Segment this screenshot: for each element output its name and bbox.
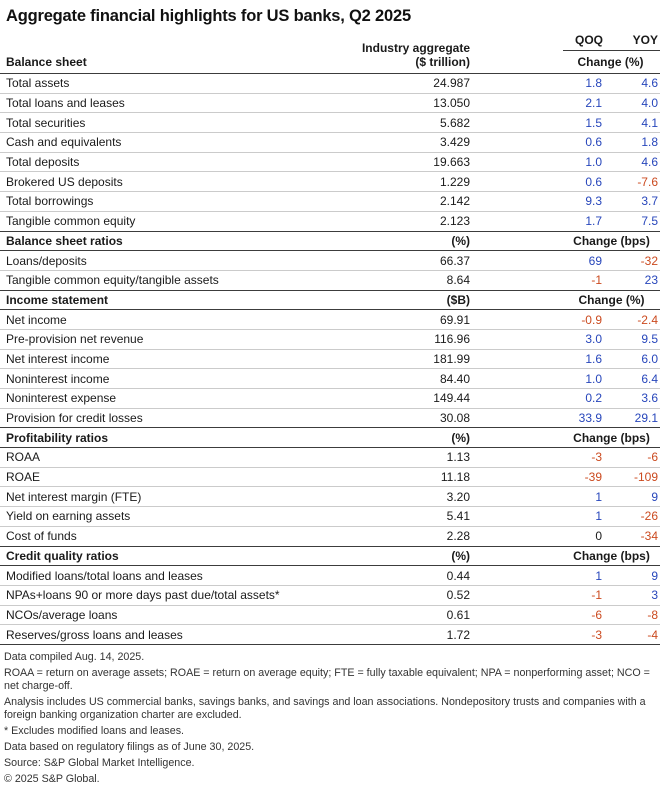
yoy-column-header: YOY: [632, 33, 658, 47]
row-label: Tangible common equity: [0, 211, 355, 231]
table-row: [0, 211, 660, 231]
table-row: [0, 349, 660, 369]
row-yoy-change: 9: [602, 566, 660, 586]
row-yoy-change: -32: [602, 251, 660, 271]
row-yoy-change: 9.5: [602, 329, 660, 349]
row-yoy-change: 29.1: [602, 408, 660, 428]
row-yoy-change: -6: [602, 448, 660, 468]
row-label: Net interest margin (FTE): [0, 487, 355, 507]
row-qoq-change: 0: [470, 526, 602, 546]
header-section-label: Balance sheet: [0, 33, 355, 74]
row-value: 0.44: [355, 566, 470, 586]
row-value: 2.28: [355, 526, 470, 546]
row-qoq-change: -3: [470, 625, 602, 645]
row-value: 69.91: [355, 310, 470, 330]
row-qoq-change: 1: [470, 507, 602, 527]
row-value: 2.123: [355, 211, 470, 231]
row-yoy-change: 4.1: [602, 113, 660, 133]
table-row: [0, 192, 660, 212]
table-header-row: [0, 33, 660, 74]
row-label: ROAA: [0, 448, 355, 468]
row-label: Total deposits: [0, 152, 355, 172]
row-label: Provision for credit losses: [0, 408, 355, 428]
row-yoy-change: 7.5: [602, 211, 660, 231]
row-label: Tangible common equity/tangible assets: [0, 270, 355, 290]
table-row: [0, 251, 660, 271]
row-yoy-change: -4: [602, 625, 660, 645]
table-row: [0, 389, 660, 409]
table-row: [0, 507, 660, 527]
section-header-row: [0, 290, 660, 310]
section-change-cell: [470, 290, 660, 310]
table-row: [0, 526, 660, 546]
row-yoy-change: -8: [602, 605, 660, 625]
footnote-line: Source: S&P Global Market Intelligence.: [4, 756, 195, 769]
table-row: [0, 152, 660, 172]
qoq-column-header: QOQ: [575, 33, 604, 47]
row-qoq-change: 1.7: [470, 211, 602, 231]
section-change-cell: [470, 231, 660, 251]
row-qoq-change: -6: [470, 605, 602, 625]
footnote-line: ROAA = return on average assets; ROAE = return on average equity; FTE = fully taxable equivalent; NPA = nonperforming asset; NCO = net charge-off.: [4, 666, 650, 692]
row-qoq-change: 1: [470, 487, 602, 507]
row-yoy-change: 3.7: [602, 192, 660, 212]
header-unit: [355, 33, 470, 74]
row-value: 11.18: [355, 467, 470, 487]
row-qoq-change: 69: [470, 251, 602, 271]
table-row: [0, 585, 660, 605]
row-value: 19.663: [355, 152, 470, 172]
row-qoq-change: 1.0: [470, 369, 602, 389]
row-qoq-change: -1: [470, 585, 602, 605]
row-qoq-change: 1.5: [470, 113, 602, 133]
row-label: Cash and equivalents: [0, 133, 355, 153]
row-label: Pre-provision net revenue: [0, 329, 355, 349]
footnote-line: * Excludes modified loans and leases.: [4, 724, 185, 737]
qoq-yoy-header: [563, 33, 660, 51]
table-row: [0, 93, 660, 113]
table-row: [0, 487, 660, 507]
row-value: 1.72: [355, 625, 470, 645]
row-label: Noninterest expense: [0, 389, 355, 409]
section-title: Credit quality ratios: [0, 546, 355, 566]
table-row: [0, 270, 660, 290]
table-row: [0, 566, 660, 586]
row-label: ROAE: [0, 467, 355, 487]
row-value: 1.229: [355, 172, 470, 192]
row-yoy-change: -7.6: [602, 172, 660, 192]
section-change-label: Change (bps): [573, 430, 650, 445]
row-label: Loans/deposits: [0, 251, 355, 271]
row-value: 1.13: [355, 448, 470, 468]
row-qoq-change: 0.6: [470, 133, 602, 153]
row-qoq-change: 1.8: [470, 74, 602, 94]
footnote-line: © 2025 S&P Global.: [4, 772, 100, 785]
row-label: Total securities: [0, 113, 355, 133]
table-row: [0, 113, 660, 133]
row-qoq-change: 3.0: [470, 329, 602, 349]
page-title: Aggregate financial highlights for US banks, Q2 2025: [6, 7, 411, 25]
row-label: NPAs+loans 90 or more days past due/total assets*: [0, 585, 355, 605]
row-value: 2.142: [355, 192, 470, 212]
row-label: Net interest income: [0, 349, 355, 369]
section-change-cell: [470, 428, 660, 448]
row-qoq-change: -39: [470, 467, 602, 487]
row-yoy-change: 23: [602, 270, 660, 290]
footnote-line: Data compiled Aug. 14, 2025.: [4, 650, 145, 663]
row-qoq-change: 0.2: [470, 389, 602, 409]
row-qoq-change: 2.1: [470, 93, 602, 113]
row-value: 116.96: [355, 329, 470, 349]
row-value: 5.682: [355, 113, 470, 133]
row-qoq-change: 0.6: [470, 172, 602, 192]
row-label: Reserves/gross loans and leases: [0, 625, 355, 645]
section-unit: ($B): [355, 290, 470, 310]
header-change-label: Change (%): [577, 55, 644, 69]
row-label: Total loans and leases: [0, 93, 355, 113]
row-qoq-change: 1.0: [470, 152, 602, 172]
row-yoy-change: 3.6: [602, 389, 660, 409]
row-label: Noninterest income: [0, 369, 355, 389]
financial-highlights-table: [0, 33, 660, 645]
row-yoy-change: -2.4: [602, 310, 660, 330]
table-row: [0, 133, 660, 153]
table-row: [0, 467, 660, 487]
row-yoy-change: 4.6: [602, 74, 660, 94]
row-qoq-change: 1.6: [470, 349, 602, 369]
table-row: [0, 329, 660, 349]
row-label: Modified loans/total loans and leases: [0, 566, 355, 586]
row-value: 181.99: [355, 349, 470, 369]
row-yoy-change: -109: [602, 467, 660, 487]
row-value: 149.44: [355, 389, 470, 409]
section-unit: (%): [355, 428, 470, 448]
table-row: [0, 448, 660, 468]
row-label: NCOs/average loans: [0, 605, 355, 625]
table-row: [0, 408, 660, 428]
header-change-block: [470, 33, 660, 74]
row-yoy-change: -26: [602, 507, 660, 527]
row-value: 0.52: [355, 585, 470, 605]
row-value: 8.64: [355, 270, 470, 290]
row-value: 84.40: [355, 369, 470, 389]
row-qoq-change: 1: [470, 566, 602, 586]
section-header-row: [0, 428, 660, 448]
row-value: 24.987: [355, 74, 470, 94]
section-change-label: Change (bps): [573, 233, 650, 248]
row-yoy-change: 4.0: [602, 93, 660, 113]
row-label: Yield on earning assets: [0, 507, 355, 527]
row-label: Brokered US deposits: [0, 172, 355, 192]
table-body: [0, 74, 660, 645]
row-value: 30.08: [355, 408, 470, 428]
section-unit: (%): [355, 546, 470, 566]
table-row: [0, 625, 660, 645]
row-value: 66.37: [355, 251, 470, 271]
row-qoq-change: -0.9: [470, 310, 602, 330]
row-yoy-change: 9: [602, 487, 660, 507]
header-unit-line1: Industry aggregate: [361, 41, 470, 55]
header-unit-line2: ($ trillion): [415, 55, 470, 69]
table-row: [0, 172, 660, 192]
row-yoy-change: -34: [602, 526, 660, 546]
row-yoy-change: 6.0: [602, 349, 660, 369]
row-qoq-change: -3: [470, 448, 602, 468]
row-yoy-change: 6.4: [602, 369, 660, 389]
row-label: Total borrowings: [0, 192, 355, 212]
row-label: Cost of funds: [0, 526, 355, 546]
section-change-cell: [470, 546, 660, 566]
row-value: 13.050: [355, 93, 470, 113]
section-title: Balance sheet ratios: [0, 231, 355, 251]
section-header-row: [0, 231, 660, 251]
footnotes-block: [4, 651, 652, 786]
row-qoq-change: 9.3: [470, 192, 602, 212]
row-qoq-change: -1: [470, 270, 602, 290]
row-value: 3.20: [355, 487, 470, 507]
row-label: Net income: [0, 310, 355, 330]
row-yoy-change: 1.8: [602, 133, 660, 153]
table-row: [0, 310, 660, 330]
section-header-row: [0, 546, 660, 566]
section-title: Profitability ratios: [0, 428, 355, 448]
table-row: [0, 369, 660, 389]
row-value: 5.41: [355, 507, 470, 527]
row-value: 3.429: [355, 133, 470, 153]
section-change-label: Change (bps): [573, 548, 650, 563]
section-change-label: Change (%): [578, 292, 645, 307]
footnote-line: Analysis includes US commercial banks, savings banks, and savings and loan associations. Nondepository trusts and companies with a foreign banking organization charter are excluded.: [4, 695, 646, 721]
footnote-line: Data based on regulatory filings as of June 30, 2025.: [4, 740, 255, 753]
row-label: Total assets: [0, 74, 355, 94]
row-qoq-change: 33.9: [470, 408, 602, 428]
row-value: 0.61: [355, 605, 470, 625]
row-yoy-change: 4.6: [602, 152, 660, 172]
section-title: Income statement: [0, 290, 355, 310]
table-row: [0, 605, 660, 625]
row-yoy-change: 3: [602, 585, 660, 605]
table-row: [0, 74, 660, 94]
section-unit: (%): [355, 231, 470, 251]
